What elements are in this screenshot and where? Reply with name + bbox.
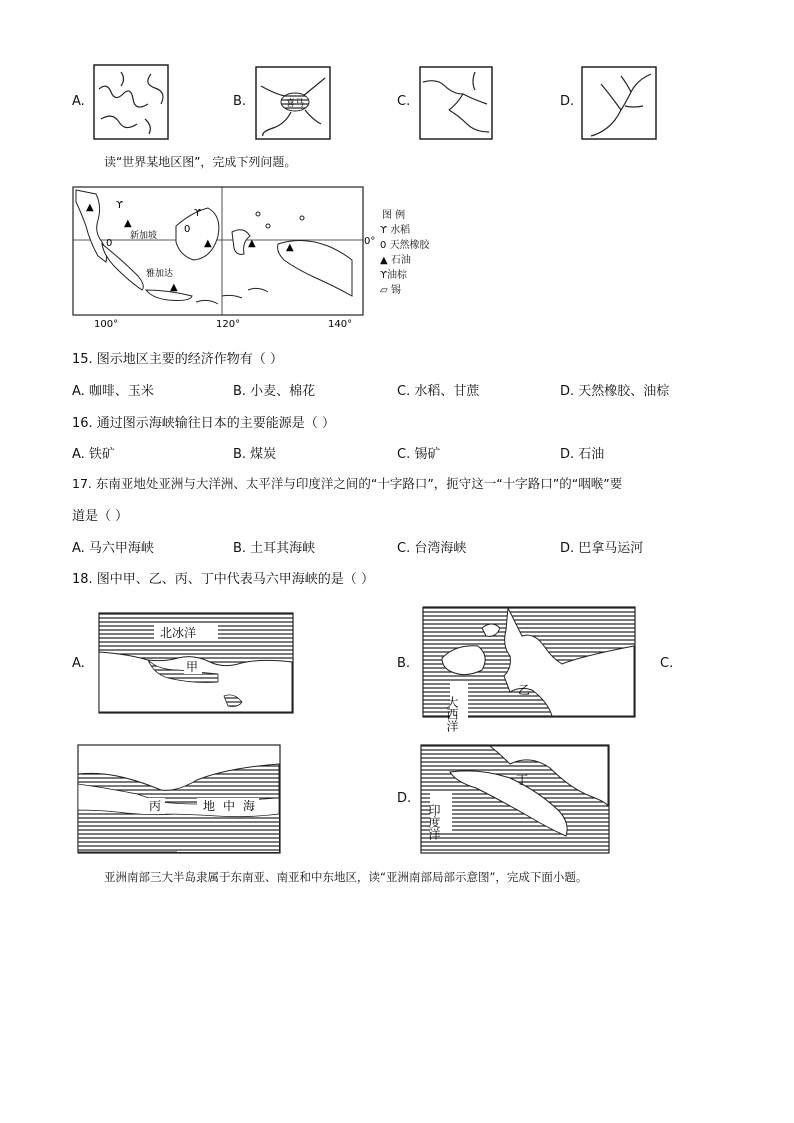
q16-option-b[interactable]: B. 煤炭 — [233, 447, 277, 462]
q16-option-c[interactable]: C. 锡矿 — [397, 447, 441, 462]
question-17-line1: 17. 东南亚地处亚洲与大洋洲、太平洋与印度洋之间的“十字路口”，扼守这一“十字路口”的“咽喉”要 — [72, 476, 623, 491]
q15-option-c[interactable]: C. 水稻、甘蔗 — [397, 384, 480, 399]
strait-mark-ding: 丁 — [516, 773, 529, 787]
lon-100: 100° — [94, 319, 119, 330]
q15-option-b[interactable]: B. 小麦、棉花 — [233, 384, 316, 399]
river-map-c — [419, 66, 493, 140]
svg-text:▲: ▲ — [86, 202, 94, 213]
legend-rice: ϒ 水稻 — [380, 225, 411, 236]
question-17-line2: 道是（ ） — [72, 509, 129, 524]
strait-mark-yi: 乙 — [518, 683, 531, 697]
q17-option-b[interactable]: B. 土耳其海峡 — [233, 541, 316, 556]
palm-icon: ϒ — [380, 270, 387, 281]
river-map-a — [93, 64, 169, 140]
legend-rubber: 0 天然橡胶 — [380, 240, 430, 251]
lon-140: 140° — [328, 319, 353, 330]
strait-d-sea-label: 印度洋 — [427, 804, 441, 840]
river-option-b-label: B. — [233, 94, 247, 109]
map-legend — [380, 208, 430, 298]
rubber-icon: 0 — [380, 240, 387, 251]
strait-option-d-label[interactable]: D. — [397, 791, 412, 806]
svg-text:▲: ▲ — [248, 238, 256, 249]
city-singapore: 新加坡 — [130, 231, 158, 241]
legend-title: 图 例 — [382, 210, 406, 221]
strait-map-c — [77, 744, 281, 854]
tin-icon: ▱ — [380, 285, 388, 296]
lat-0: 0° — [364, 236, 376, 247]
river-option-a-label: A. — [72, 94, 85, 109]
legend-tin: ▱ 锡 — [380, 285, 401, 296]
q17-option-c[interactable]: C. 台湾海峡 — [397, 541, 467, 556]
strait-option-b-label[interactable]: B. — [397, 656, 411, 671]
legend-oil: ▲ 石油 — [380, 255, 411, 266]
question-16: 16. 通过图示海峡输往日本的主要能源是（ ） — [72, 416, 335, 431]
legend-palm: ϒ油棕 — [380, 270, 407, 281]
svg-text:▲: ▲ — [170, 282, 178, 293]
asia-intro: 亚洲南部三大半岛隶属于东南亚、南亚和中东地区，读“亚洲南部局部示意图”，完成下面小题。 — [104, 870, 588, 884]
river-option-d-label: D. — [560, 94, 575, 109]
strait-b-sea-1: 大西洋 — [445, 696, 459, 732]
city-jakarta: 雅加达 — [146, 269, 174, 279]
strait-mark-jia: 甲 — [186, 660, 199, 674]
river-option-c-label: C. — [397, 94, 411, 109]
question-18: 18. 图中甲、乙、丙、丁中代表马六甲海峡的是（ ） — [72, 572, 374, 587]
oil-icon: ▲ — [380, 255, 388, 266]
strait-mark-bing: 丙 — [149, 799, 162, 813]
q15-option-d[interactable]: D. 天然橡胶、油棕 — [560, 384, 670, 399]
strait-c-sea-label: 地中海 — [203, 799, 264, 813]
map-intro: 读“世界某地区图”，完成下列问题。 — [104, 155, 297, 169]
svg-text:▲: ▲ — [124, 218, 132, 229]
svg-text:0: 0 — [106, 238, 113, 249]
strait-option-c-label[interactable]: C. — [660, 656, 674, 671]
strait-map-a — [98, 612, 294, 714]
svg-text:▲: ▲ — [204, 238, 212, 249]
q17-option-a[interactable]: A. 马六甲海峡 — [72, 541, 154, 556]
river-b-lake-label: 喜马 — [285, 99, 305, 109]
q17-option-d[interactable]: D. 巴拿马运河 — [560, 541, 644, 556]
svg-text:0: 0 — [184, 224, 191, 235]
q16-option-d[interactable]: D. 石油 — [560, 447, 605, 462]
river-map-b — [255, 66, 331, 140]
q15-option-a[interactable]: A. 咖啡、玉米 — [72, 384, 154, 399]
river-map-d — [581, 66, 657, 140]
svg-text:ϒ: ϒ — [194, 208, 201, 219]
southeast-asia-map — [72, 186, 376, 330]
strait-map-b — [422, 606, 636, 732]
q16-option-a[interactable]: A. 铁矿 — [72, 447, 115, 462]
rice-icon: ϒ — [380, 225, 387, 236]
svg-text:▲: ▲ — [286, 242, 294, 253]
svg-text:ϒ: ϒ — [116, 200, 123, 211]
strait-map-d — [420, 744, 610, 854]
lon-120: 120° — [216, 319, 241, 330]
strait-a-sea-label: 北冰洋 — [160, 626, 197, 640]
question-15: 15. 图示地区主要的经济作物有（ ） — [72, 352, 283, 367]
strait-option-a-label[interactable]: A. — [72, 656, 85, 671]
